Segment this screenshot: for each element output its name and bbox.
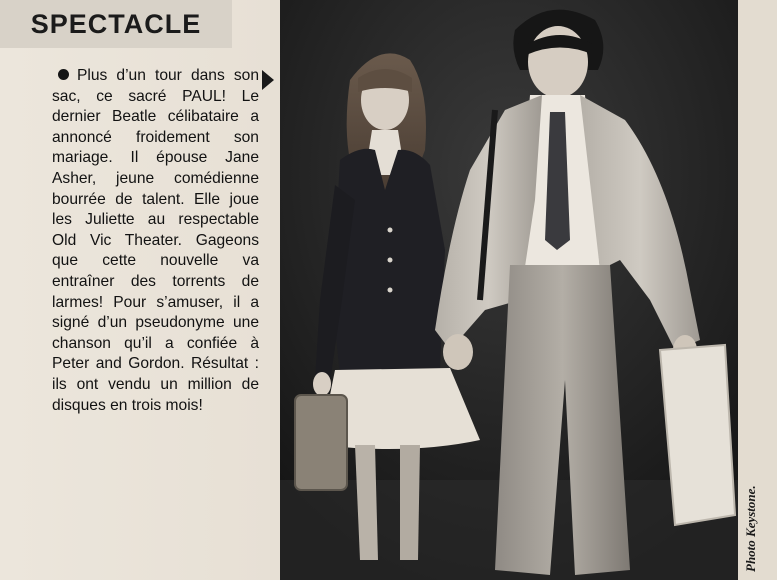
- photo-illustration: [280, 0, 738, 580]
- bullet-icon: [58, 69, 69, 80]
- section-header: [0, 0, 232, 48]
- article-text: [52, 66, 259, 416]
- section-title: SPECTACLE: [30, 8, 202, 39]
- press-photo: [280, 0, 738, 580]
- article-body: Plus d’un tour dans son sac, ce sacré PAUL! Le dernier Beatle célibataire a annoncé froidement son mariage. Il épouse Jane Asher, jeune comédienne bourrée de talent. Elle joue les Juliette au respectable Old Vic Theater. Gageons que cette nouvelle va entraîner des torrents de larmes! Pour s’amuser, il a signé d’un pseudonyme une chanson qu’il a confiée à Peter and Gordon. Résultat : ils ont vendu un million de disques en trois mois!: [52, 67, 259, 414]
- arrow-right-icon: [262, 70, 274, 90]
- photo-credit: Photo Keystone.: [743, 485, 758, 572]
